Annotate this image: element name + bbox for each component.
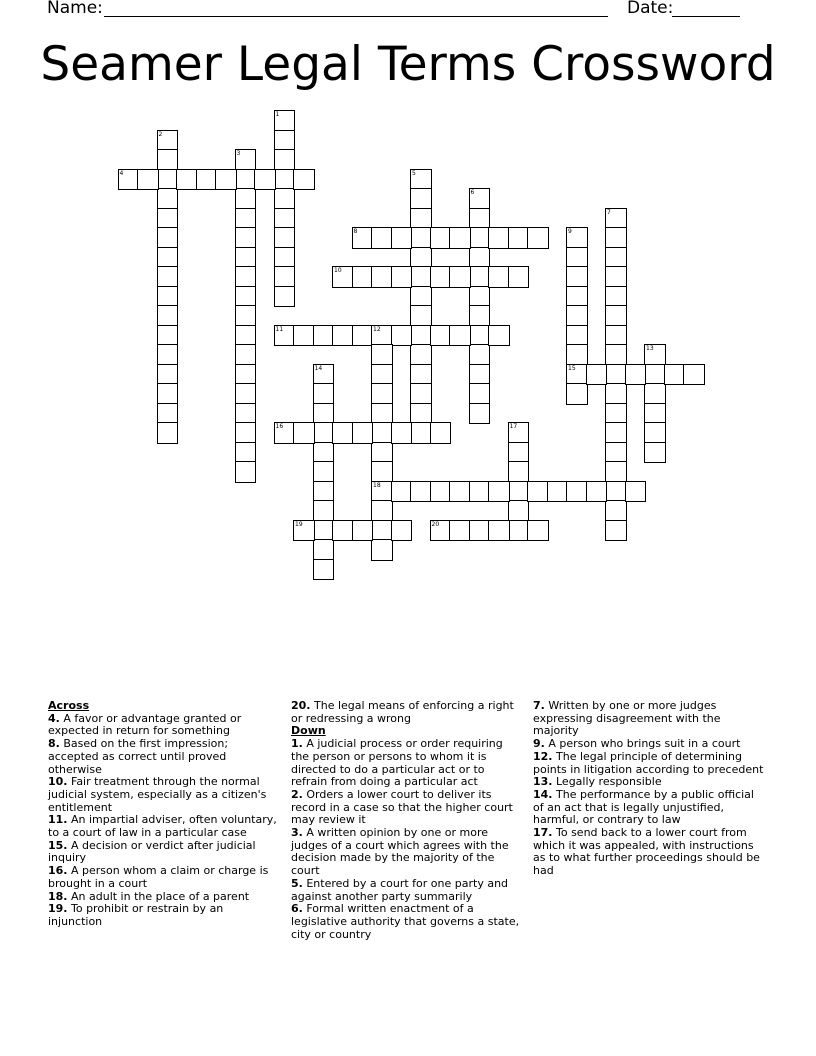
grid-cell[interactable]	[391, 481, 413, 503]
grid-cell[interactable]	[605, 481, 627, 503]
grid-cell[interactable]	[644, 442, 666, 464]
grid-cell[interactable]	[410, 208, 432, 230]
clue-label: 2.	[291, 787, 303, 801]
clue-text: An impartial adviser, often voluntary, to a court of law in a particular case	[48, 813, 277, 840]
grid-cell[interactable]	[293, 422, 315, 444]
down-heading: Down	[291, 724, 326, 738]
grid-cell[interactable]	[118, 169, 140, 191]
grid-cell[interactable]	[274, 208, 296, 230]
grid-cell[interactable]	[371, 520, 393, 542]
clue-text: A decision or verdict after judicial inquiry	[48, 838, 256, 865]
clue-label: 14.	[533, 787, 553, 801]
grid-cell[interactable]	[566, 286, 588, 308]
clue-down-item	[291, 903, 523, 941]
clue-across-item	[48, 814, 280, 839]
grid-cell[interactable]	[508, 422, 530, 444]
clue-number: 5	[412, 169, 416, 177]
clue-down-item	[291, 789, 523, 827]
grid-cell[interactable]	[235, 442, 257, 464]
clue-across-item	[48, 840, 280, 865]
grid-cell[interactable]	[605, 325, 627, 347]
grid-cell[interactable]	[215, 169, 237, 191]
grid-cell[interactable]	[449, 266, 471, 288]
clue-down-item	[533, 827, 765, 878]
grid-cell[interactable]	[527, 227, 549, 249]
grid-cell[interactable]	[313, 403, 335, 425]
grid-cell[interactable]	[293, 169, 315, 191]
clue-number: 16	[275, 423, 284, 430]
grid-cell[interactable]	[391, 422, 413, 444]
clue-label: 8.	[48, 737, 60, 751]
grid-cell[interactable]	[664, 364, 686, 386]
grid-cell[interactable]	[313, 539, 335, 561]
clue-number: 6	[470, 189, 475, 196]
page-title: Seamer Legal Terms Crossword	[40, 37, 776, 92]
clue-number: 7	[607, 208, 611, 216]
clue-text: Orders a lower court to deliver its record in a case so that the higher court may review it	[291, 787, 513, 827]
grid-cell[interactable]	[313, 364, 335, 386]
grid-cell[interactable]	[371, 539, 393, 561]
grid-cell[interactable]	[371, 422, 393, 444]
grid-cell[interactable]	[488, 227, 510, 249]
grid-cell[interactable]	[410, 227, 432, 249]
grid-cell[interactable]	[488, 266, 510, 288]
grid-cell[interactable]	[332, 422, 354, 444]
grid-cell[interactable]	[157, 169, 179, 191]
grid-cell[interactable]	[157, 130, 179, 152]
clue-number: 14	[314, 364, 323, 372]
grid-cell[interactable]	[410, 169, 432, 191]
clue-number: 9	[568, 228, 572, 235]
grid-cell[interactable]	[605, 364, 627, 386]
clue-down-item	[291, 738, 523, 789]
clue-number: 11	[275, 325, 284, 333]
grid-cell[interactable]	[605, 266, 627, 288]
clue-across-item	[48, 713, 280, 738]
grid-cell[interactable]	[410, 383, 432, 405]
grid-cell[interactable]	[313, 500, 335, 522]
grid-cell[interactable]	[469, 383, 491, 405]
clue-label: 5.	[291, 876, 303, 890]
grid-cell[interactable]	[371, 364, 393, 386]
grid-cell[interactable]	[157, 364, 179, 386]
grid-cell[interactable]	[469, 481, 491, 503]
grid-cell[interactable]	[644, 383, 666, 405]
grid-cell[interactable]	[605, 500, 627, 522]
grid-cell[interactable]	[644, 422, 666, 444]
clue-text: Formal written enactment of a legislative authority that governs a state, city or country	[291, 902, 520, 941]
grid-cell[interactable]	[410, 286, 432, 308]
grid-cell[interactable]	[488, 325, 510, 347]
grid-cell[interactable]	[352, 520, 374, 542]
grid-cell[interactable]	[371, 227, 393, 249]
grid-cell[interactable]	[586, 481, 608, 503]
grid-cell[interactable]	[371, 500, 393, 522]
grid-cell[interactable]	[469, 266, 491, 288]
grid-cell[interactable]	[352, 325, 374, 347]
grid-cell[interactable]	[410, 247, 432, 269]
grid-cell[interactable]	[157, 266, 179, 288]
grid-cell[interactable]	[235, 227, 257, 249]
grid-cell[interactable]	[157, 286, 179, 308]
grid-cell[interactable]	[352, 266, 374, 288]
grid-cell[interactable]	[644, 364, 666, 386]
grid-cell[interactable]	[566, 266, 588, 288]
grid-cell[interactable]	[469, 247, 491, 269]
grid-cell[interactable]	[410, 188, 432, 210]
grid-cell[interactable]	[410, 266, 432, 288]
clue-number: 2	[158, 130, 163, 138]
grid-cell[interactable]	[157, 403, 179, 425]
grid-cell[interactable]	[332, 266, 354, 288]
grid-cell[interactable]	[313, 442, 335, 464]
grid-cell[interactable]	[449, 481, 471, 503]
grid-cell[interactable]	[313, 559, 335, 581]
grid-cell[interactable]	[430, 325, 452, 347]
grid-cell[interactable]	[274, 286, 296, 308]
grid-cell[interactable]	[352, 227, 374, 249]
grid-cell[interactable]	[566, 305, 588, 327]
grid-cell[interactable]	[157, 344, 179, 366]
grid-cell[interactable]	[352, 422, 374, 444]
grid-cell[interactable]	[410, 325, 432, 347]
clue-text: The legal means of enforcing a right or redressing a wrong	[291, 699, 514, 725]
grid-cell[interactable]	[508, 442, 530, 464]
grid-cell[interactable]	[137, 169, 159, 191]
grid-cell[interactable]	[469, 286, 491, 308]
grid-cell[interactable]	[391, 325, 413, 347]
grid-cell[interactable]	[605, 422, 627, 444]
grid-cell[interactable]	[410, 364, 432, 386]
grid-cell[interactable]	[313, 422, 335, 444]
grid-cell[interactable]	[391, 266, 413, 288]
grid-cell[interactable]	[157, 325, 179, 347]
grid-cell[interactable]	[157, 149, 179, 171]
clue-text: A person who brings suit in a court	[548, 737, 741, 751]
clue-number: 18	[373, 481, 381, 489]
clue-down-item	[533, 751, 765, 776]
clue-text: Fair treatment through the normal judicial system, especially as a citizen's entitlement	[48, 775, 267, 814]
grid-cell[interactable]	[605, 208, 627, 230]
grid-cell[interactable]	[586, 364, 608, 386]
grid-cell[interactable]	[157, 247, 179, 269]
grid-cell[interactable]	[293, 325, 315, 347]
grid-cell[interactable]	[566, 227, 588, 249]
grid-cell[interactable]	[605, 442, 627, 464]
clue-label: 1.	[291, 737, 303, 751]
clue-column-2	[291, 700, 523, 941]
clue-label: 13.	[533, 775, 553, 789]
clue-text: The legal principle of determining points in litigation according to precedent	[533, 749, 764, 776]
grid-cell[interactable]	[410, 344, 432, 366]
grid-cell[interactable]	[235, 461, 257, 483]
clue-down-item	[533, 700, 765, 738]
grid-cell[interactable]	[566, 364, 588, 386]
clue-label: 4.	[48, 711, 60, 725]
grid-cell[interactable]	[469, 227, 491, 249]
grid-cell[interactable]	[371, 403, 393, 425]
grid-cell[interactable]	[488, 481, 510, 503]
grid-cell[interactable]	[274, 188, 296, 210]
grid-cell[interactable]	[508, 266, 530, 288]
grid-cell[interactable]	[274, 149, 296, 171]
grid-cell[interactable]	[430, 227, 452, 249]
grid-cell[interactable]	[410, 403, 432, 425]
grid-cell[interactable]	[605, 344, 627, 366]
clue-across-item	[48, 738, 280, 776]
grid-cell[interactable]	[235, 364, 257, 386]
clue-number: 13	[646, 345, 654, 352]
grid-cell[interactable]	[371, 266, 393, 288]
grid-cell[interactable]	[235, 286, 257, 308]
clue-across-item	[48, 865, 280, 890]
clue-number: 19	[295, 520, 303, 528]
grid-cell[interactable]	[371, 344, 393, 366]
clue-label: 3.	[291, 826, 303, 840]
clue-label: 9.	[533, 737, 545, 751]
grid-cell[interactable]	[293, 520, 315, 542]
grid-cell[interactable]	[391, 520, 413, 542]
grid-cell[interactable]	[449, 325, 471, 347]
clue-label: 11.	[48, 813, 68, 827]
clue-number: 3	[236, 150, 241, 157]
grid-cell[interactable]	[391, 227, 413, 249]
grid-cell[interactable]	[469, 403, 491, 425]
grid-cell[interactable]	[644, 344, 666, 366]
clue-label: 16.	[48, 864, 68, 878]
grid-cell[interactable]	[371, 442, 393, 464]
grid-cell[interactable]	[508, 227, 530, 249]
grid-cell[interactable]	[235, 188, 257, 210]
grid-cell[interactable]	[274, 247, 296, 269]
grid-cell[interactable]	[469, 325, 491, 347]
grid-cell[interactable]	[566, 325, 588, 347]
date-label: Date:	[627, 0, 674, 18]
clue-across-item	[48, 776, 280, 814]
grid-cell[interactable]	[644, 403, 666, 425]
grid-cell[interactable]	[254, 169, 276, 191]
clue-text: Written by one or more judges expressing disagreement with the majority	[533, 699, 721, 738]
grid-cell[interactable]	[410, 305, 432, 327]
grid-cell[interactable]	[566, 481, 588, 503]
grid-cell[interactable]	[274, 227, 296, 249]
grid-cell[interactable]	[274, 130, 296, 152]
grid-cell[interactable]	[605, 227, 627, 249]
clue-number: 4	[119, 169, 124, 177]
grid-cell[interactable]	[527, 481, 549, 503]
grid-cell[interactable]	[430, 520, 452, 542]
grid-cell[interactable]	[157, 188, 179, 210]
grid-cell[interactable]	[469, 305, 491, 327]
clue-number: 10	[334, 267, 342, 274]
grid-cell[interactable]	[410, 422, 432, 444]
grid-cell[interactable]	[274, 169, 296, 191]
grid-cell[interactable]	[371, 461, 393, 483]
clue-label: 18.	[48, 889, 68, 903]
grid-cell[interactable]	[469, 208, 491, 230]
grid-cell[interactable]	[430, 481, 452, 503]
grid-cell[interactable]	[196, 169, 218, 191]
grid-cell[interactable]	[235, 305, 257, 327]
grid-cell[interactable]	[605, 305, 627, 327]
grid-cell[interactable]	[371, 481, 393, 503]
grid-cell[interactable]	[566, 247, 588, 269]
grid-cell[interactable]	[547, 481, 569, 503]
clue-label: 19.	[48, 902, 68, 916]
grid-cell[interactable]	[157, 227, 179, 249]
clue-label: 10.	[48, 775, 68, 789]
clue-label: 20.	[291, 699, 311, 712]
clue-text: To prohibit or restrain by an injunction	[48, 902, 224, 928]
across-heading: Across	[48, 699, 90, 712]
clue-column-1	[48, 700, 280, 929]
grid-cell[interactable]	[332, 520, 354, 542]
grid-cell[interactable]	[235, 325, 257, 347]
grid-cell[interactable]	[449, 520, 471, 542]
grid-cell[interactable]	[508, 500, 530, 522]
grid-cell[interactable]	[605, 383, 627, 405]
grid-cell[interactable]	[566, 383, 588, 405]
clue-number: 1	[275, 111, 280, 118]
clue-text: Based on the first impression; accepted as correct until proved otherwise	[48, 737, 229, 776]
grid-cell[interactable]	[235, 422, 257, 444]
grid-cell[interactable]	[469, 188, 491, 210]
grid-cell[interactable]	[313, 481, 335, 503]
clue-number: 12	[373, 325, 381, 333]
clue-text: The performance by a public official of an act that is legally unjustified, harmful, or contrary to law	[533, 787, 754, 827]
grid-cell[interactable]	[605, 520, 627, 542]
clue-text: A written opinion by one or more judges of a court which agrees with the decision made by the majority of the court	[291, 826, 509, 878]
clue-across-item	[291, 700, 523, 725]
grid-cell[interactable]	[235, 247, 257, 269]
grid-cell[interactable]	[469, 344, 491, 366]
grid-cell[interactable]	[605, 286, 627, 308]
clue-column-3	[533, 700, 765, 878]
clue-label: 17.	[533, 826, 553, 840]
grid-cell[interactable]	[274, 422, 296, 444]
clue-text: Legally responsible	[556, 775, 662, 789]
grid-cell[interactable]	[683, 364, 705, 386]
grid-cell[interactable]	[313, 383, 335, 405]
clue-number: 15	[568, 364, 576, 372]
grid-cell[interactable]	[605, 403, 627, 425]
clue-across-item	[48, 903, 280, 928]
grid-cell[interactable]	[508, 481, 530, 503]
grid-cell[interactable]	[235, 149, 257, 171]
clue-down-item	[291, 827, 523, 878]
grid-cell[interactable]	[235, 383, 257, 405]
grid-cell[interactable]	[469, 364, 491, 386]
grid-cell[interactable]	[313, 520, 335, 542]
grid-cell[interactable]	[235, 403, 257, 425]
grid-cell[interactable]	[430, 422, 452, 444]
grid-cell[interactable]	[566, 344, 588, 366]
clue-text: A person whom a claim or charge is brought in a court	[48, 864, 269, 890]
grid-cell[interactable]	[410, 481, 432, 503]
grid-cell[interactable]	[313, 461, 335, 483]
grid-cell[interactable]	[508, 461, 530, 483]
clue-text: A favor or advantage granted or expected in return for something	[48, 711, 242, 738]
clue-number: 8	[353, 228, 358, 235]
clue-label: 12.	[533, 749, 553, 763]
clue-text: Entered by a court for one party and against another party summarily	[291, 876, 509, 903]
grid-cell[interactable]	[274, 325, 296, 347]
grid-cell[interactable]	[235, 344, 257, 366]
grid-cell[interactable]	[508, 520, 530, 542]
grid-cell[interactable]	[157, 383, 179, 405]
clue-down-item	[291, 878, 523, 903]
clue-label: 15.	[48, 838, 68, 852]
clue-text: To send back to a lower court from which it was appealed, with instructions as to what further proceedings should be had	[533, 826, 760, 878]
grid-cell[interactable]	[157, 208, 179, 230]
grid-cell[interactable]	[488, 520, 510, 542]
grid-cell[interactable]	[235, 208, 257, 230]
grid-cell[interactable]	[527, 520, 549, 542]
grid-cell[interactable]	[371, 325, 393, 347]
clue-text: An adult in the place of a parent	[71, 889, 250, 903]
grid-cell[interactable]	[449, 227, 471, 249]
grid-cell[interactable]	[430, 266, 452, 288]
grid-cell[interactable]	[235, 169, 257, 191]
grid-cell[interactable]	[469, 520, 491, 542]
grid-cell[interactable]	[157, 305, 179, 327]
grid-cell[interactable]	[625, 481, 647, 503]
clue-down-item	[533, 789, 765, 827]
grid-cell[interactable]	[176, 169, 198, 191]
clue-label: 6.	[291, 902, 303, 916]
grid-cell[interactable]	[274, 110, 296, 132]
clue-text: A judicial process or order requiring the person or persons to whom it is directed to do a particular act or to refrain from doing a particular act	[291, 737, 503, 789]
grid-cell[interactable]	[235, 266, 257, 288]
grid-cell[interactable]	[157, 422, 179, 444]
clue-label: 7.	[533, 699, 545, 712]
grid-cell[interactable]	[605, 247, 627, 269]
clue-number: 17	[509, 423, 518, 430]
grid-cell[interactable]	[605, 461, 627, 483]
grid-cell[interactable]	[313, 325, 335, 347]
grid-cell[interactable]	[332, 325, 354, 347]
clue-list	[0, 700, 816, 1040]
grid-cell[interactable]	[371, 383, 393, 405]
grid-cell[interactable]	[274, 266, 296, 288]
grid-cell[interactable]	[625, 364, 647, 386]
clue-number: 20	[431, 520, 440, 528]
name-label: Name:	[47, 0, 103, 18]
